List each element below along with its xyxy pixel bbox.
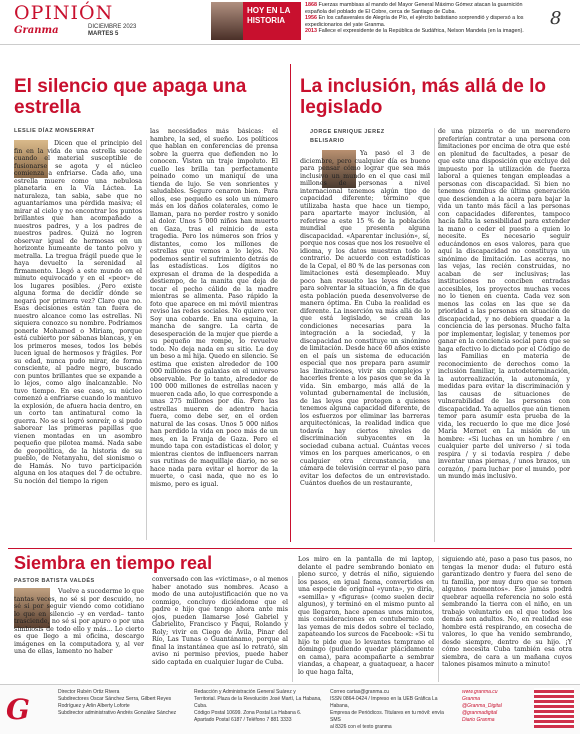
page-header xyxy=(0,0,580,45)
history-item: 1868 Fuerzas mambisas al mando del Mayor General Máximo Gómez atacan la guarnición española del poblado de El Cobre, cerca de Santiago de Cuba. xyxy=(305,2,523,15)
youtube-link[interactable]: Diario Granma xyxy=(462,717,495,723)
article3-col4: siguiendo até, paso a paso tus pasos, no tengas la menor duda: el futuro está garantizado dentro y fuera del seno de tu familia, por muy duro que se tornen algunos momentos». Eso jamás podrá quebrar aquella referencia no solo está sembrando la tierra con el niño, en un trabajo voluntario en el que todos los demás son adultos. No, en realidad ese hombre está respirando, en cosecha de valores, lo que ha venido sembrando, desde siempre, dentro de su hijo. ¡Y cómo necesita Cuba también esa otra siembra, de cara a un mañana cuyos talones pisamos minuto a minuto! xyxy=(442,556,572,668)
column-rule xyxy=(292,576,293,682)
footer-staff: Director Rubén Ortiz Rivera Subdirectores Oscar Sánchez Serra, Gilbert Reyes Rodríguez y Arlin Alberty Loforte Subdirector administrativo Andrés González Sánchez xyxy=(58,689,177,716)
article3-col2: conversado con las «víctimas», o al menos haber anotado sus nombres. Acaso a modo de una autojustificación que no va conmigo, concluyo diciéndome que el padre e hijo que tengo ahora ante mis ojos, pueden llamarse José Gabriel y Gabrielito, Francisco y Paqui, Rolando y Roly; vivir en Ciego de Ávila, Pinar del Río, Las Tunas o Guantánamo, porque al final la instantánea que así lo retrató, sin aviso ni permiso previos, puede haber sido captada en cualquier lugar de Cuba. xyxy=(152,576,288,666)
article3-title: Siembra en tiempo real xyxy=(14,553,213,573)
history-item: 2013 Fallece el expresidente de la República de Sudáfrica, Nelson Mandela (en la imagen). xyxy=(305,28,524,35)
article3-col3: Los miro en la pantalla de mi laptop, delante el padre sembrando boniato en pleno surco, y detrás el niño, siguiendo los pasos, en igual faena, convertidos en una especie de original «yuntа», yo diría, «semilla» y «figuras» (como suelen decir algunos), y terminó en el mismo punto al que llegaron, hace apenas unos minutos, mis consideraciones en contubernio con las yemas de mis dedos sobre el teclado, zapateando los surcos de Facebook: «Si tu hijo te pide que lo levantes temprano el domingo (pudiendo quedar plácidamente en cama), para acompañarte a sembrar viandas, a chapear, a guataquear, a hacer lo que haga falta, xyxy=(298,556,434,676)
footer-social xyxy=(462,689,532,724)
qr-code-icon xyxy=(534,688,574,728)
column-rule xyxy=(146,140,147,540)
column-rule xyxy=(434,128,435,542)
article2-byline: JORGE ENRIQUE JEREZ BELISARIO xyxy=(310,129,385,144)
footer-contact: Correo cartas@granma.cu ISSN 0864-0424 / Impreso en la UEB Gráfica La Habana, Empresa de Periódicos. Titulares en tu móvil: envía SMS al 8326 con el texto granma xyxy=(330,689,444,730)
section-divider xyxy=(8,548,572,549)
footer-address: Redacción y Administración General Suárez y Territorial. Plaza de la Revolución José Martí, La Habana, Cuba. Código Postal 10699. Zona Postal La Habana 6. Apartado Postal 6187 / Teléfono 7 881 3333 xyxy=(194,689,322,723)
date-day: MARTES 5 xyxy=(88,31,119,37)
page-number: 8 xyxy=(550,8,562,29)
history-list xyxy=(305,2,545,35)
twitter-link[interactable]: @Granma_Digital xyxy=(462,703,502,709)
footer-logo: G xyxy=(6,693,30,726)
date-block xyxy=(88,24,136,38)
section-title: OPINIÓN xyxy=(14,2,114,24)
article3-col1: Vuelve a sucederme lo que tantas veces, no sé si por descuido, no sé si por seguir viendo como cotidiano lo que en silencio –y en verdad– tanto trasciende, no sé si por apuro o por una simbiosis de todo ello y más... Lo cierto es que llego a mi oficina, descargo imágenes en la computadora y, al ver una de ellas, lamento no haber xyxy=(14,588,144,655)
article2-col2: de una pizzería o de un merendero preferirían contratar a una persona con limitaciones por encima de otra que esté en plenitud de facultades, a pesar de que este una disposición que excluye del impuesto por la utilización de fuerza laboral a quienes tengan empleadas a personas con discapacidad. Si bien no tenemos ómnibus de última generación que descienden a la acera para bajar la vida un tanto más fácil a las personas con capacidades diferentes, tampoco hacía falta la sensibilidad para extender la mano o ceder el puesto a quien lo necesite. Es necesario seguir educándonos en esos valores, para que aquí la discapacidad no constituya un sinónimo de limitación. Las aceras, no las vejas, las recién construidas, no acaban de ser inclusivas; las instituciones no conciben entradas accesibles, los proyectos muchas veces no lo tienen en cuenta. Cada vez son menos las colas en las que se da prioridad a las personas en situación de discapacidad, y no debiera quedar a la conciencia de las personas. Mucho falta por implementar, legislar, y tenemos por ganar en la conciencia social para que se haga efectivo lo dictado por el Código de las Familias en materia de reconocimiento de derechos como la inclusión familiar, la autodeterminación, la autorrealización, la autonomía, y medidas para evitar la discriminación y las causas de situaciones de vulnerabilidad de las personas con discapacidad. Ya aquellos que aún tienen temor para asumir esta prueba de la vida, les recuerdo lo que me dice José María Mernet en La misión de un hombre: «Si luchas en un hombre / en cualquier parte del universo / si toda respira / y si todavía respira / debe inventar unas piernas, / unos brazos, un corazón, / para luchar por el mundo, por un mundo más inclusivo. xyxy=(438,128,570,480)
article2-col1: Ya pasó el 3 de diciembre, pero cualquier día es bueno para pensar cómo lograr que sea más inclusivo un mundo en el que casi mil millones de personas a nivel internacional tenemos algún tipo de capacidad diferente; término que utilizaba hasta que hace un tiempo, para apartarte mayor inclusión, al referirse a este 15 % de la población mundial que presenta alguna discapacidad. «Aparentar inclusión», sí, porque nos cosas que nos los resuelve el idioma, y los datos muestran todo lo contrario. De acuerdo con estadísticas de la Cepal, el 80 % de las personas con limitaciones está desempleado. Muy poco han resuelto las leyes dictadas para solventar la situación, a fin de que esta población pueda desenvolverse de manera óptima. En Cuba la realidad es diferente. La inserción va más allá de lo que está legislado, se crean las condiciones necesarias para la integración a la sociedad, y la discapacidad no constituye un sinónimo de limitación. Desde hace 60 años existe en el país un sistema de educación especial que nos prepara para asumir las limitaciones, vivir sin complejos y hacerles frente a los pasos que se da la vida. Sin embargo, más allá de la voluntad gubernamental de inclusión, de las leyes que protegen a quienes tenemos alguna capacidad diferente, de los esfuerzos por eliminar las barreras arquitectónicas, la realidad indica que todavía hay ciertos niveles de discriminación subyacentes en la sociedad cubana actual. Cuántas veces vimos en los parques americanos, o en cualquier otra circunstancia, una cámara de televisión cerrar el paso para evitar los defectos de un entrevistado. Cuántos dueños de un restaurante, xyxy=(300,150,430,487)
article1-byline: LESLIE DÍAZ MONSERRAT xyxy=(14,128,95,134)
instagram-link[interactable]: @granmadigital xyxy=(462,710,498,716)
article-divider xyxy=(290,64,291,542)
facebook-link[interactable]: Granma xyxy=(462,696,481,702)
brand-logo: Granma xyxy=(14,25,59,36)
date-month: DICIEMBRE 2023 xyxy=(88,24,137,30)
article1-title: El silencio que apaga una estrella xyxy=(14,76,247,118)
website-link[interactable]: www.granma.cu xyxy=(462,689,498,695)
column-rule xyxy=(438,556,439,682)
article1-col1: Dicen que el principio del fin en la vida de una estrella sucede cuando el material susceptible de fusionarse se agota y el núcleo comienza a enfriarse. Cada año, una estrella muere como una nebulosa planetaria en la Vía Láctea. La naturaleza, tan sabia, sabe que no aguantaríamos una pérdida masiva; el mirar al cielo y no encontrar los puntos brillantes que han acompañado a nuestros padres, y a los padres de nuestros padres. Quizá no logren observar igual de hermosas en un horizonte humeante de tanto polvo y metralla. La tregua frágil puede que le haya devuelto la serenidad al firmamento. Llegó a este mundo en el minuto equivocado y en el «peor» de los lugares posibles. ¿Pero existe alguna forma de decidir dónde se negará por primera vez? Claro que no. Esas decisiones están tan fuera de nuestro alcance como las estrellas. Ni siquiera conozco su nombre. Podríamos ponerle Mohamed o Miriam, porque está cubierto por sábanas blancas, y en los primeros meses, todos los bebés lucen igual de hermosos y frágiles. Por su edad, nunca pudo mirar, de forma consciente, al padre negro, buscado con puntos brillantes que se expande a lo lejos, como algo inalcanzable. No tuvo tiempo. En ese caso, su núcleo comenzó a enfriarse cuando lo mantuvo la explosión, de afuera hacia dentro, en un corto tan antinatural como la guerra. No se si logró sonreír, o si pudo saborear las primeras papillas que vienen montadas en un asombro pequeño que pilotea mamá. Nada sabe de geopolítica, de la historia de su pueblo, de Netanyahu, del sionismo o de Hamás. No tuvo participación alguna en los ataques del 7 de octubre. Su noción del tiempo la rigen xyxy=(14,140,142,485)
history-label: HOY EN LA HISTORIA xyxy=(243,2,301,40)
page-footer xyxy=(0,684,580,734)
article1-col2: las necesidades más básicas: el hambre, la sed, el sueño. Los políticos que hablan en conferencias de prensa sobre la guerra que defienden no lo conocen. Visten un traje impoluto. El cuello les brilla tan perfectamente peinado como un maniquí de una tienda de lujo. Se ven sonrientes y saludables. Seguro cenaron bien. Para ellos, ese pequeño es solo un número más en los daños colaterales, como le llaman, para no perder rostro y sonido al dolor. Unos 5 000 niños han muerto en Gaza, tras el reinicio de esta tragedia. Pero los números son fríos y distantes, como los millones de estrellas que vemos a lo lejos. No podemos sentir el sufrimiento detrás de las estadísticas. Los dígitos no expresan el drama de la despedida a destiempo, de la manita que deja de tocar el pecho cálido de la madre mientras se alimenta. Paso rápido la foto que aparece en mi móvil mientras reviso las redes sociales. No quiero ver. Soy una cobarde. En una esquina, la mancha de sangre. La carta de desesperación de la mujer que pierde a su pequeño me rompe, lo revuelve todo. No deja nada en su sitio. Le doy un beso a mi hija. Quedo en silencio. Se estima que existen alrededor de 100 000 millones de galaxias en el universo observable. Por lo tanto, alrededor de 100 000 millones de estrellas nacen y mueren cada año, lo que corresponde a unas 275 millones por día. Pero las estrellas mueren de adentro hacia fuera, como debe ser, en el orden natural de las cosas. Unos 5 000 niños han perdido la vida en poco más de un mes, en la Franja de Gaza. Pero el mundo tapa con estadísticas el dolor, y mientras cientos de influencers narran sus rutinas de maquillaje diario, no se hace nada para evitar el horror de la muerte, o casi nada, que no es lo mismo, pero es igual. xyxy=(150,128,278,488)
history-photo xyxy=(211,2,243,40)
history-item: 1956 En los cañaverales de Alegría de Pío, el ejército batistiano sorprendió y dispersó a los expedicionarios del yate Granma. xyxy=(305,15,524,28)
article2-title: La inclusión, más allá de lo legislado xyxy=(300,76,547,118)
article3-byline: PASTOR BATISTA VALDÉS xyxy=(14,578,95,584)
